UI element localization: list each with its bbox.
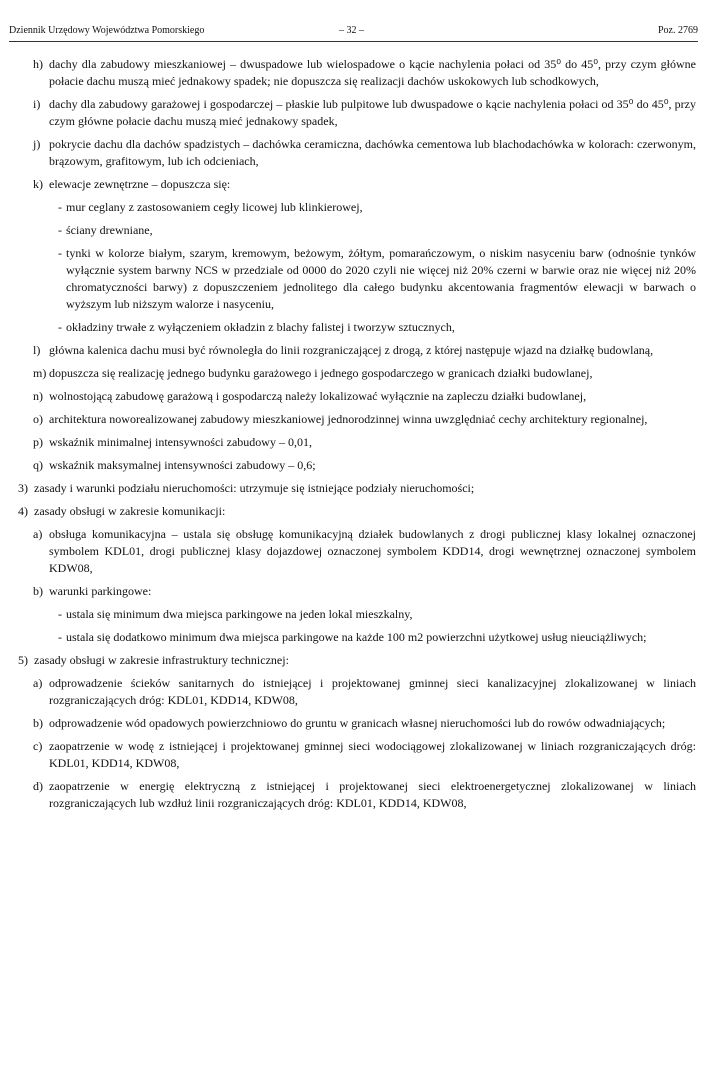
list-marker: b) [33, 716, 43, 730]
bullet-item [58, 199, 696, 216]
position-number: Poz. 2769 [658, 25, 698, 36]
bullet-item [58, 629, 696, 646]
list-marker: j) [33, 137, 41, 151]
list-text: pokrycie dachu dla dachów spadzistych – dachówka ceramiczna, dachówka cementowa lub blachodachówka w kolorach: czerwonym, brązowym, grafitowym, lub ich odcieniach, [49, 137, 696, 168]
bullet-item [58, 319, 696, 336]
list-marker: a) [33, 676, 43, 690]
list-item [18, 503, 696, 520]
list-marker: - [58, 246, 62, 260]
list-text: zasady obsługi w zakresie infrastruktury technicznej: [34, 653, 289, 667]
list-marker: - [58, 630, 62, 644]
list-marker: l) [33, 343, 41, 357]
list-text: dachy dla zabudowy garażowej i gospodarczej – płaskie lub pulpitowe lub dwuspadowe o kącie nachylenia połaci od 35⁰ do 45⁰, przy czym główne połacie dachu muszą mieć jednakowy spadek, [49, 97, 696, 128]
list-marker: - [58, 223, 62, 237]
list-text: wolnostojącą zabudowę garażową i gospodarczą należy lokalizować wyłącznie na zapleczu działki budowlanej, [49, 389, 587, 403]
list-item [33, 136, 696, 170]
page-header [9, 25, 698, 42]
list-text: ustala się minimum dwa miejsca parkingowe na jeden lokal mieszkalny, [66, 607, 413, 621]
list-marker: - [58, 200, 62, 214]
list-item [33, 715, 696, 732]
list-text: dachy dla zabudowy mieszkaniowej – dwuspadowe lub wielospadowe o kącie nachylenia połaci od 35⁰ do 45⁰, przy czym główne połacie dachu muszą mieć jednakowy spadek; nie dopuszcza się realizacji dachów uskokowych lub schodkowych, [49, 57, 696, 88]
list-text: zaopatrzenie w energię elektryczną z istniejącej i projektowanej sieci elektroenergetycznej zlokalizowanej w liniach rozgraniczających lub wzdłuż linii rozgraniczających dróg: KDL01, KDD14, KDW08, [49, 779, 696, 810]
list-text: tynki w kolorze białym, szarym, kremowym, beżowym, żółtym, pomarańczowym, o niskim nasyceniu barw (odnośnie tynków wyłącznie system barwny NCS w przedziale od 0000 do 2020 czyli nie więcej niż 20% czerni w barwie oraz nie więcej niż 20% chromatyczności barwy) z dopuszczeniem jednolitego dla całego budynku akcentowania fragmentów elewacji w barwach o wyższym lub niższym walorze i nasyceniu, [66, 246, 696, 311]
bullet-item [58, 245, 696, 313]
list-text: odprowadzenie ścieków sanitarnych do istniejącej i projektowanej gminnej sieci kanalizacyjnej zlokalizowanej w liniach rozgraniczających dróg: KDL01, KDD14, KDW08, [49, 676, 696, 707]
list-marker: a) [33, 527, 43, 541]
list-text: zaopatrzenie w wodę z istniejącej i projektowanej gminnej sieci wodociągowej zlokalizowanej w liniach rozgraniczających dróg: KDL01, KDD14, KDW08, [49, 739, 696, 770]
list-marker: i) [33, 97, 41, 111]
list-marker: n) [33, 389, 43, 403]
list-text: okładziny trwałe z wyłączeniem okładzin z blachy falistej i tworzyw sztucznych, [66, 320, 455, 334]
list-marker: o) [33, 412, 43, 426]
list-text: zasady obsługi w zakresie komunikacji: [34, 504, 226, 518]
document-body [0, 56, 707, 818]
list-text: odprowadzenie wód opadowych powierzchniowo do gruntu w granicach własnej nieruchomości lub do rowów odwadniających; [49, 716, 666, 730]
list-text: ściany drewniane, [66, 223, 153, 237]
list-text: mur ceglany z zastosowaniem cegły licowej lub klinkierowej, [66, 200, 363, 214]
list-item [33, 56, 696, 90]
list-item [33, 778, 696, 812]
list-item [33, 96, 696, 130]
list-item [33, 457, 696, 474]
list-marker: d) [33, 779, 43, 793]
list-text: wskaźnik minimalnej intensywności zabudowy – 0,01, [49, 435, 312, 449]
bullet-item [58, 606, 696, 623]
list-item [33, 388, 696, 405]
list-marker: h) [33, 57, 43, 71]
list-item [33, 434, 696, 451]
list-marker: - [58, 607, 62, 621]
list-item [33, 365, 696, 382]
list-item [33, 526, 696, 577]
list-text: zasady i warunki podziału nieruchomości: utrzymuje się istniejące podziały nieruchomości; [34, 481, 475, 495]
list-text: ustala się dodatkowo minimum dwa miejsca parkingowe na każde 100 m2 powierzchni użytkowej usług nieuciążliwych; [66, 630, 647, 644]
page-number: – 32 – [339, 25, 364, 36]
list-item [18, 652, 696, 669]
list-item [33, 738, 696, 772]
list-text: dopuszcza się realizację jednego budynku garażowego i jednego gospodarczego w granicach działki budowlanej, [49, 366, 593, 380]
list-marker: k) [33, 177, 43, 191]
list-text: elewacje zewnętrzne – dopuszcza się: [49, 177, 231, 191]
list-marker: - [58, 320, 62, 334]
list-marker: p) [33, 435, 43, 449]
list-marker: b) [33, 584, 43, 598]
list-item [18, 480, 696, 497]
list-item [33, 411, 696, 428]
bullet-item [58, 222, 696, 239]
list-item [33, 583, 696, 600]
list-marker: 3) [18, 481, 28, 495]
list-text: główna kalenica dachu musi być równoległa do linii rozgraniczającej z drogą, z której następuje wjazd na działkę budowlaną, [49, 343, 654, 357]
list-marker: 4) [18, 504, 28, 518]
list-marker: 5) [18, 653, 28, 667]
list-text: architektura noworealizowanej zabudowy mieszkaniowej jednorodzinnej winna uwzględniać cechy architektury regionalnej, [49, 412, 648, 426]
list-text: warunki parkingowe: [49, 584, 152, 598]
list-item [33, 342, 696, 359]
list-text: wskaźnik maksymalnej intensywności zabudowy – 0,6; [49, 458, 316, 472]
list-marker: q) [33, 458, 43, 472]
list-item [33, 176, 696, 193]
list-marker: m) [33, 366, 47, 380]
journal-title: Dziennik Urzędowy Województwa Pomorskiego [9, 25, 205, 36]
list-marker: c) [33, 739, 43, 753]
list-item [33, 675, 696, 709]
list-text: obsługa komunikacyjna – ustala się obsługę komunikacyjną działek budowlanych z drogi publicznej klasy lokalnej oznaczonej symbolem KDL01, drogi publicznej klasy dojazdowej oznaczonej symbolem KDD14, drogi wewnętrznej oznaczonej symbolem KDW08, [49, 527, 696, 575]
